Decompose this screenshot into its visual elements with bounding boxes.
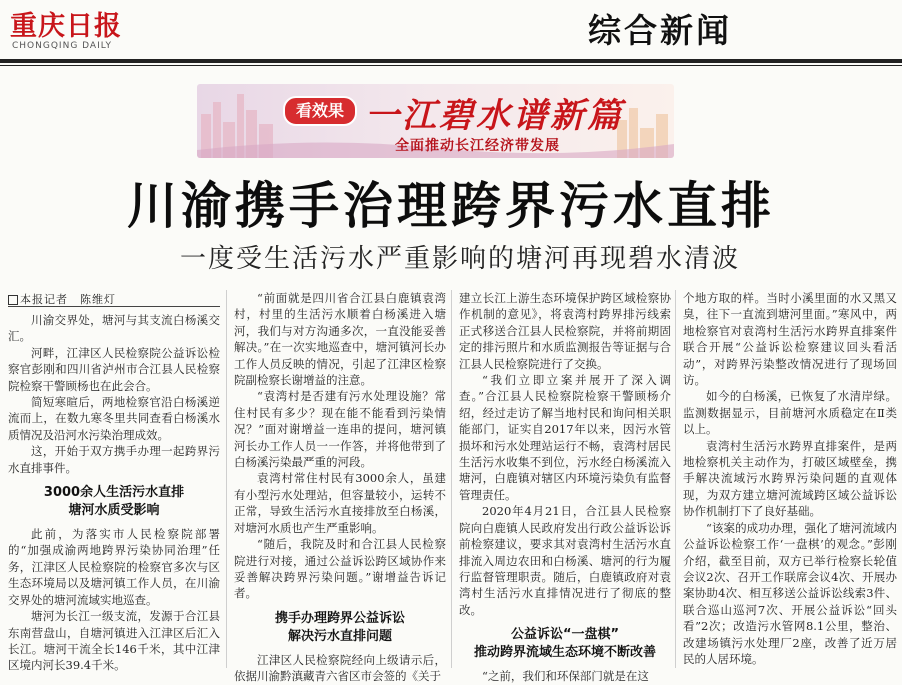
banner-title: 一江碧水谱新篇 (365, 96, 624, 136)
article-column-2 (234, 290, 446, 685)
paragraph: 个地方取的样。当时小溪里面的水又黑又臭，往下一直流到塘河里面。”寒风中，两地检察官对袁湾村生活污水跨界直排案件联合开展“公益诉讼检察建议回头看活动”，对跨界污染整改情况进行了现场回访。 (683, 291, 897, 388)
paragraph: “随后，我院及时和合江县人民检察院进行对接，通过公益诉讼跨区域协作来妥善解决跨界污染问题。”谢增益告诉记者。 (234, 537, 446, 601)
paragraph: 此前，为落实市人民检察院部署的“加强成渝两地跨界污染协同治理”任务，江津区人民检察院的检察官多次与区生态环境局以及塘河镇工作人员，在川渝交界处的塘河流域实地巡查。 (8, 527, 220, 607)
article-column-3 (459, 290, 671, 685)
paragraph: 建立长江上游生态环境保护跨区域检察协作机制的意见》，将袁湾村跨界排污线索正式移送合江县人民检察院，并将前期固定的排污照片和水质监测报告等证据与合江县人民检察院进行了交换。 (459, 291, 671, 371)
paragraph: “我们立即立案并展开了深入调查。”合江县人民检察院检察干警顾杨介绍，经过走访了解当地村民和询问相关职能部门，证实自2017年以来，因污水管损坏和污水处理站运行不畅，袁湾村居民生活污水收集不到位，污水经白杨溪流入塘河，白鹿镇对辖区内环境污染负有监督管理责任。 (459, 373, 671, 502)
section-subheading: 3000余人生活污水直排 塘河水质受影响 (43, 485, 185, 519)
paragraph: “之前，我们和环保部门就是在这 (482, 669, 649, 684)
paragraph: 江津区人民检察院经向上级请示后，依据川渝黔滇藏青六省区市会签的《关于 (234, 652, 446, 684)
newspaper-logo: 重庆日报 (10, 11, 122, 42)
feature-banner (197, 84, 674, 158)
banner-subtitle: 全面推动长江经济带发展 (395, 138, 560, 154)
article-column-1 (8, 312, 220, 674)
article-headline: 川渝携手治理跨界污水直排 (127, 177, 775, 235)
masthead (0, 0, 902, 66)
byline-box-icon (8, 295, 18, 305)
masthead-rule (0, 59, 902, 63)
byline-rule (8, 306, 220, 307)
paragraph: 2020年4月21日，合江县人民检察院向白鹿镇人民政府发出行政公益诉讼诉前检察建议，要求其对袁湾村生活污水直排流入周边农田和白杨溪、塘河的行为履行监督管理职责。随后，白鹿镇政府对袁湾村生活污水直排情况进行了彻底的整改。 (459, 504, 671, 617)
banner-badge: 看效果 (283, 96, 357, 126)
masthead-rule-thin (0, 65, 902, 66)
article-column-4 (683, 290, 897, 667)
paragraph: 简短寒暄后，两地检察官沿白杨溪逆流而上，在数九寒冬里共同查看白杨溪水质情况及沿河水污染治理成效。 (8, 395, 220, 442)
paragraph: 这，开始于双方携手办理一起跨界污水直排事件。 (8, 444, 220, 475)
paragraph: “该案的成功办理，强化了塘河流域内公益诉讼检察工作‘一盘棋’的观念。”彭刚介绍，截至目前，双方已举行检察长轮值会议2次、召开工作联席会议4次、开展办案协助4次、相互移送公益诉讼线索3件、联合巡山巡河7次、开展公益诉讼“回头看”2次；改造污水管网8.1公里，整治、改建场镇污水处理厂2座，改善了近万居民的人居环境。 (683, 520, 897, 666)
paragraph: 袁湾村常住村民有3000余人，虽建有小型污水处理站，但容量较小，运转不正常，导致生活污水直接排放至白杨溪，对塘河水质也产生严重影响。 (234, 471, 446, 535)
section-subheading: 携手办理跨界公益诉讼 解决污水直排问题 (274, 610, 405, 644)
paragraph: 河畔，江津区人民检察院公益诉讼检察官彭刚和四川省泸州市合江县人民检察院检察干警顾杨也在此会合。 (8, 345, 220, 393)
paragraph: 如今的白杨溪，已恢复了水清岸绿。监测数据显示，目前塘河水质稳定在Ⅱ类以上。 (683, 389, 897, 437)
paragraph: 川渝交界处，塘河与其支流白杨溪交汇。 (8, 313, 220, 344)
article-subhead: 一度受生活污水严重影响的塘河再现碧水清波 (179, 244, 740, 274)
column-divider (675, 290, 676, 668)
column-divider (451, 290, 452, 668)
paragraph: 塘河为长江一级支流，发源于合江县东南营盘山，自塘河镇进入江津区后汇入长江。塘河干流全长146千米，其中江津区境内河长39.4千米。 (8, 609, 220, 673)
paragraph: “前面就是四川省合江县白鹿镇袁湾村，村里的生活污水顺着白杨溪进入塘河，我们与对方沟通多次，一直没能妥善解决。”在一次实地巡查中，塘河镇河长办工作人员反映的情况，引起了江津区检察院副检察长谢增益的注意。 (234, 291, 446, 388)
newspaper-logo-en: CHONGQING DAILY (12, 41, 113, 51)
section-subheading: 公益诉讼“一盘棋” 推动跨界流域生态环境不断改善 (473, 627, 656, 661)
section-title: 综合新闻 (588, 11, 732, 50)
byline-text: 本报记者 陈维灯 (20, 293, 116, 306)
paragraph: “袁湾村是否建有污水处理设施？常住村民有多少？现在能不能看到污染情况？”面对谢增益一连串的提问，塘河镇河长办工作人员一一作答，并将他带到了白杨溪污染最严重的河段。 (234, 389, 446, 470)
byline (8, 291, 116, 307)
paragraph: 袁湾村生活污水跨界直排案件，是两地检察机关主动作为，打破区域壁垒，携手解决流域污水跨界污染问题的直观体现，为双方建立塘河流域跨区域公益诉讼协作机制打下了良好基础。 (683, 438, 897, 519)
column-divider (226, 290, 227, 668)
